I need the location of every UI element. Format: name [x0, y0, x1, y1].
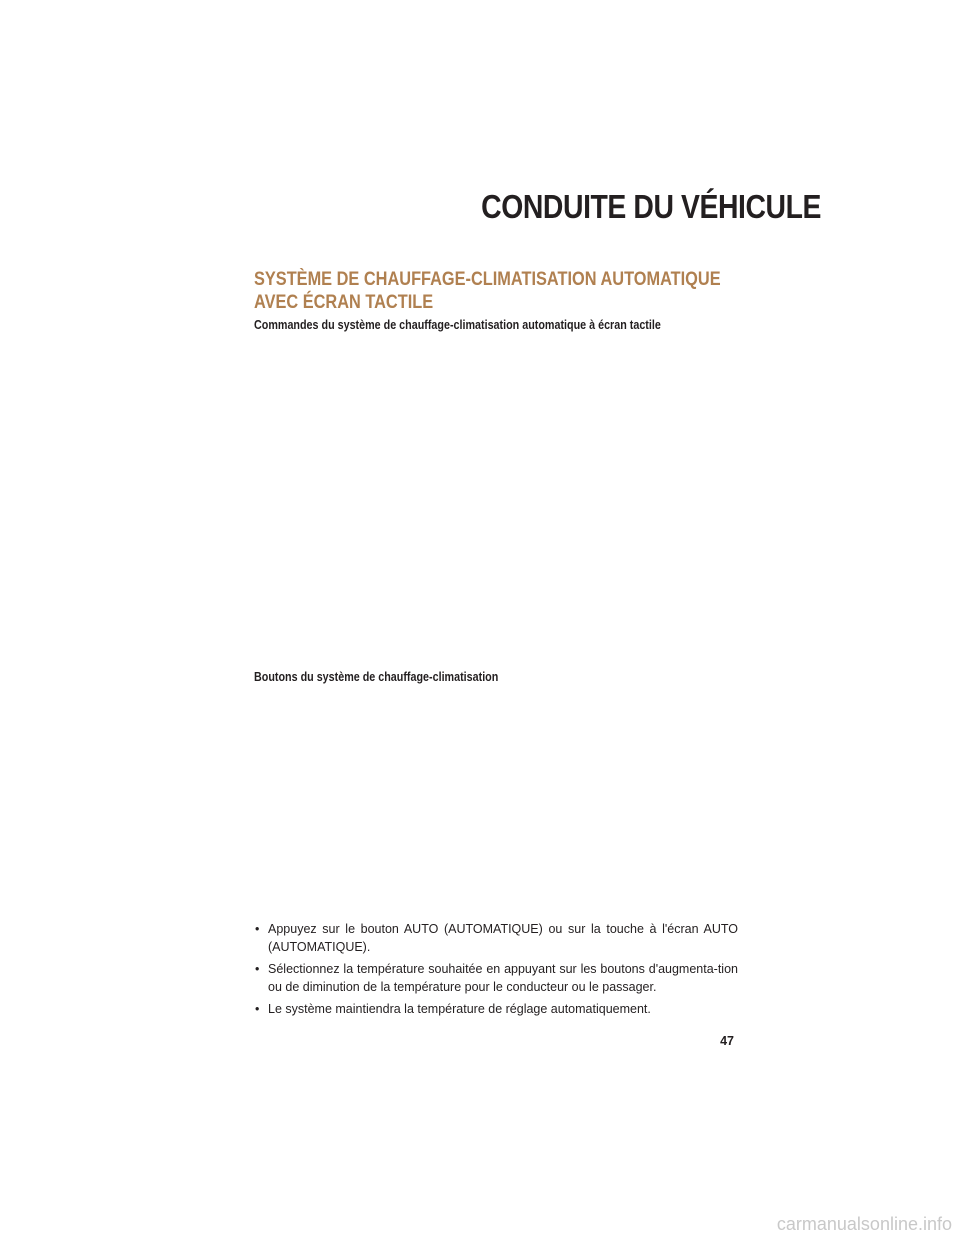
section-title: [254, 268, 736, 314]
watermark: carmanualsonline.info: [776, 1214, 952, 1234]
section-title-line-1: SYSTÈME DE CHAUFFAGE-CLIMATISATION AUTOMATIQUE: [254, 269, 721, 290]
list-item-text: Sélectionnez la température souhaitée en appuyant sur les boutons d'augmenta-tion ou de diminution de la température pour le conducteur ou le passager.: [268, 962, 738, 994]
instruction-list: [254, 920, 738, 1022]
list-item: [254, 1000, 738, 1018]
list-item: [254, 960, 738, 996]
touchscreen-controls-subheading: Commandes du système de chauffage-climatisation automatique à écran tactile: [254, 318, 661, 332]
buttons-figure: [254, 692, 734, 902]
list-item-text: Le système maintiendra la température de réglage automatiquement.: [268, 1002, 651, 1016]
bullet-marker: •: [255, 962, 260, 976]
section-title-line-2: AVEC ÉCRAN TACTILE: [254, 292, 434, 313]
touchscreen-controls-figure: [254, 340, 734, 660]
chapter-title: CONDUITE DU VÉHICULE: [481, 188, 822, 225]
buttons-subheading: Boutons du système de chauffage-climatisation: [254, 670, 499, 684]
bullet-marker: •: [255, 922, 260, 936]
list-item-text: Appuyez sur le bouton AUTO (AUTOMATIQUE) ou sur la touche à l'écran AUTO (AUTOMATIQUE).: [268, 922, 738, 954]
list-item: [254, 920, 738, 956]
page-number: 47: [720, 1034, 734, 1048]
bullet-marker: •: [255, 1002, 260, 1016]
